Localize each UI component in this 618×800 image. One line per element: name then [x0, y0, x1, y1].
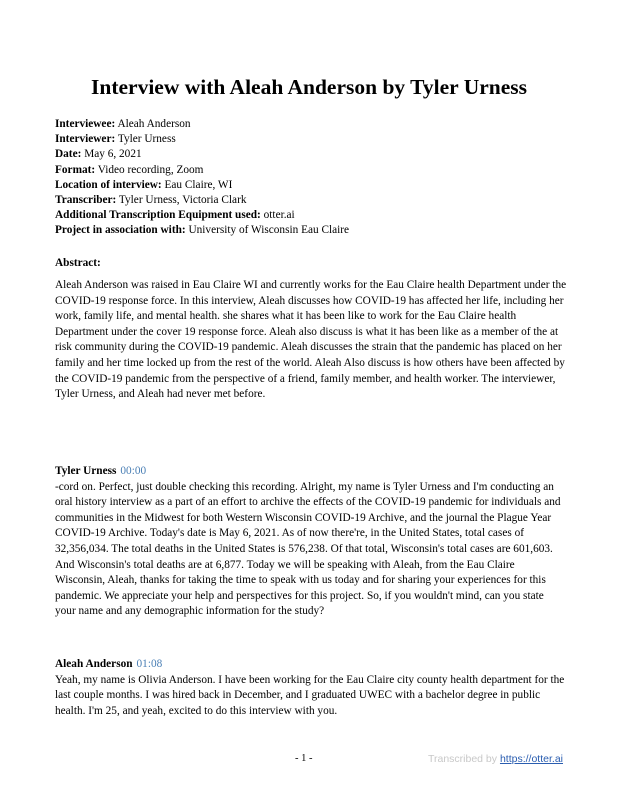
metadata-value: May 6, 2021 — [84, 148, 142, 161]
metadata-row-interviewer — [55, 132, 575, 147]
metadata-row-location — [55, 178, 575, 193]
transcript-turn — [55, 657, 567, 719]
metadata-label: Location of interview: — [55, 178, 162, 191]
metadata-label: Interviewer: — [55, 133, 116, 146]
metadata-label: Additional Transcription Equipment used: — [55, 209, 261, 222]
abstract-heading: Abstract: — [55, 257, 101, 269]
metadata-row-format — [55, 163, 575, 178]
page-number: - 1 - — [295, 753, 313, 764]
otter-link[interactable]: https://otter.ai — [499, 753, 563, 765]
metadata-row-date — [55, 147, 575, 162]
metadata-value: Tyler Urness — [117, 133, 176, 146]
metadata-label: Date: — [55, 148, 82, 161]
interview-metadata — [55, 117, 575, 239]
timestamp-link[interactable]: 01:08 — [136, 658, 163, 670]
speaker-name: Tyler Urness — [55, 465, 117, 477]
metadata-row-equipment — [55, 208, 575, 223]
document-title: Interview with Aleah Anderson by Tyler Urness — [91, 75, 527, 99]
transcript-text: -cord on. Perfect, just double checking this recording. Alright, my name is Tyler Urness and I'm conducting an oral history interview as a part of an effort to archive the effects of the COVID-19 pandemic for individuals and communities in the Midwest for both Western Wisconsin COVID-19 Archive, and the journal the Plague Year COVID-19 Archive. Today's date is May 6, 2021. As of now there're, in the United States, total cases of 32,356,034. The total deaths in the United States is 576,238. Of that total, Wisconsin's total cases are 601,603. And Wisconsin's total deaths are at 6,877. Today we will be speaking with Aleah, from the Eau Claire Wisconsin, Aleah, thanks for taking the time to speak with us today and for sharing your experiences for this pandemic. We appreciate your help and perspectives for this project. So, if you wouldn't mind, can you state your name and any demographic information for the study? — [55, 480, 561, 618]
metadata-value: otter.ai — [263, 209, 295, 222]
metadata-label: Format: — [55, 163, 96, 176]
metadata-label: Interviewee: — [55, 118, 116, 130]
transcribed-by-label: Transcribed by — [427, 753, 498, 765]
metadata-value: University of Wisconsin Eau Claire — [188, 224, 350, 237]
transcript-text: Yeah, my name is Olivia Anderson. I have been working for the Eau Claire city county health department for the last couple months. I was hired back in December, and I graduated UWEC with a bachelor degree in public health. I'm 25, and yeah, excited to do this interview with you. — [55, 673, 565, 717]
metadata-label: Project in association with: — [55, 224, 186, 237]
metadata-value: Video recording, Zoom — [97, 163, 204, 176]
metadata-row-transcriber — [55, 193, 575, 208]
metadata-value: Tyler Urness, Victoria Clark — [118, 194, 247, 207]
metadata-row-interviewee — [55, 117, 575, 132]
metadata-value: Eau Claire, WI — [164, 178, 233, 191]
timestamp-link[interactable]: 00:00 — [120, 465, 147, 477]
transcript-turn — [55, 464, 567, 620]
transcribed-by — [428, 752, 563, 766]
metadata-row-project — [55, 223, 575, 238]
speaker-name: Aleah Anderson — [55, 658, 133, 670]
speaker-line — [55, 464, 567, 480]
metadata-label: Transcriber: — [55, 194, 117, 207]
abstract-text: Aleah Anderson was raised in Eau Claire WI and currently works for the Eau Claire health Department under the COVID-19 response force. In this interview, Aleah discusses how COVID-19 has affected her life, including her work, family life, and mental health. she shares what it has been like to work for the Eau Claire health Department under the cover 19 response force. Aleah also discuss is what it has been like as a member of the at risk community during the COVID-19 pandemic. Aleah discusses the strain that the pandemic has placed on her family and her time locked up from the rest of the world. Aleah Also discuss is how others have been affected by the COVID-19 pandemic from the perspective of a friend, family member, and health worker. The interviewer, Tyler Urness, and Aleah had never met before. — [55, 279, 567, 401]
speaker-line — [55, 657, 567, 673]
metadata-value: Aleah Anderson — [117, 118, 191, 130]
